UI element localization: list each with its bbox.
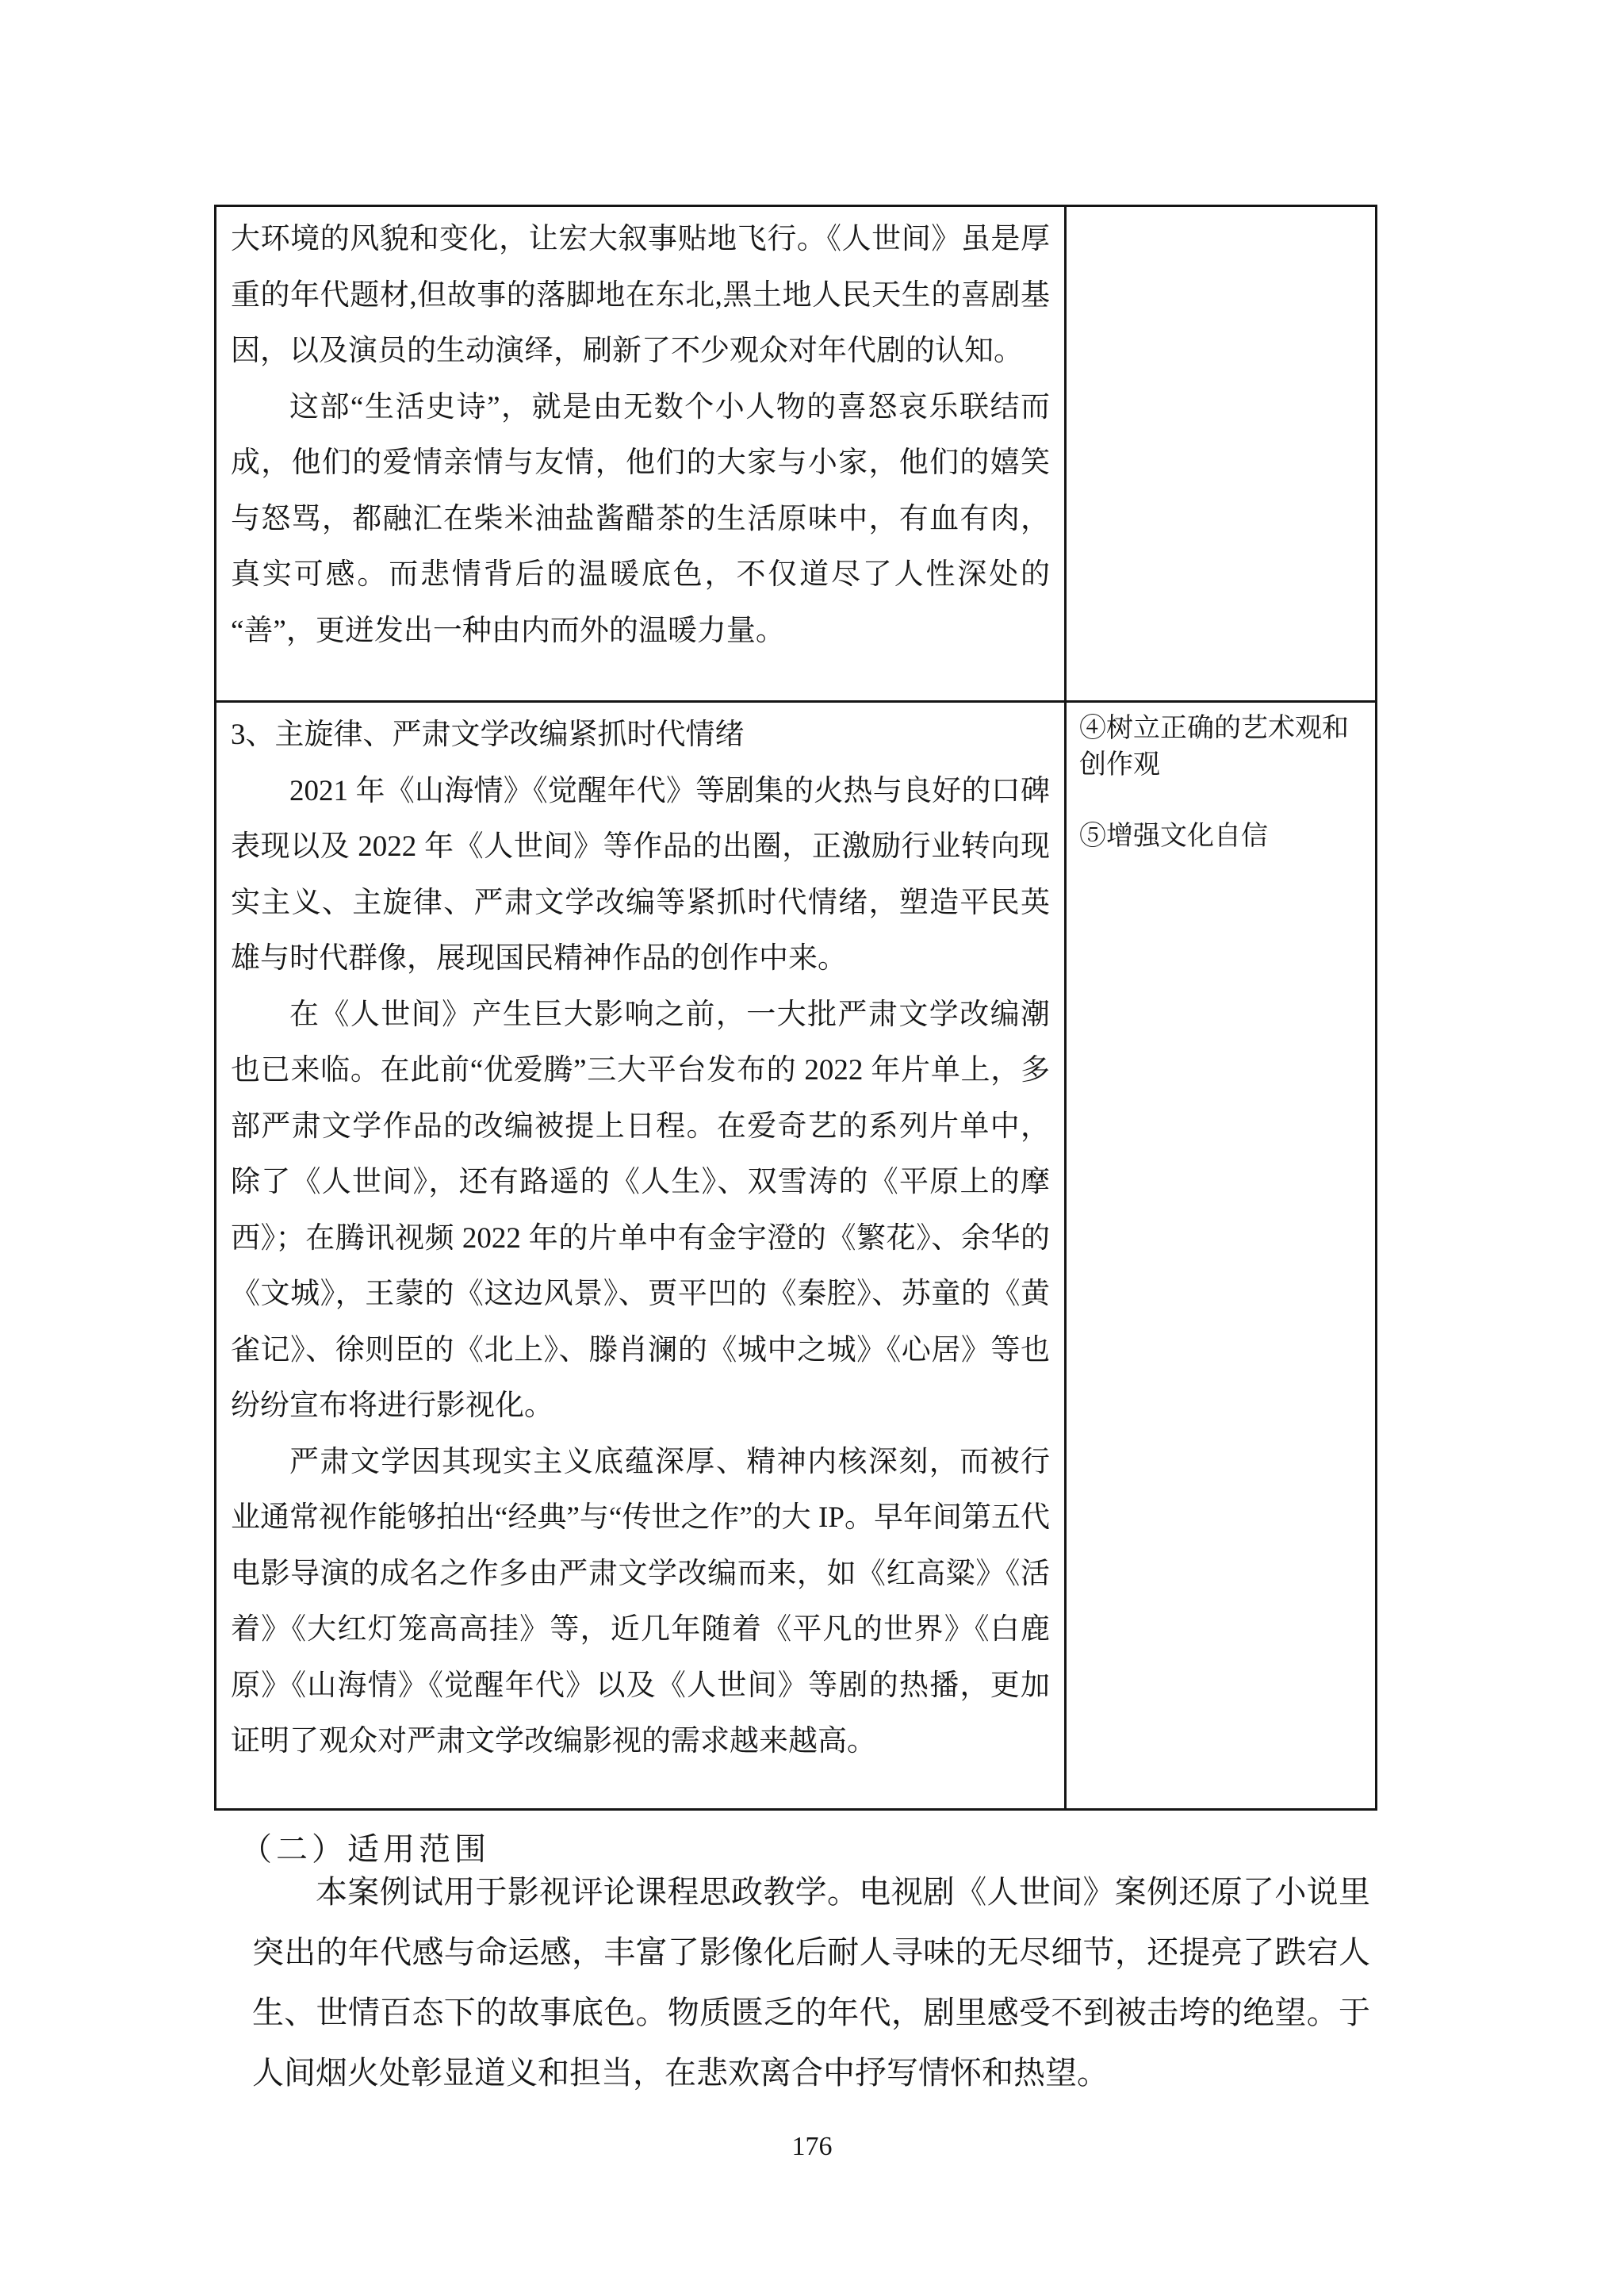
table-cell-row1-right-empty xyxy=(1067,207,1375,703)
section-paragraph: 本案例试用于影视评论课程思政教学。电视剧《人世间》案例还原了小说里突出的年代感与命运感，丰富了影像化后耐人寻味的无尽细节，还提亮了跌宕人生、世情百态下的故事底色。物质匮乏的年代，剧里感受不到被击垮的绝望。于人间烟火处彰显道义和担当，在悲欢离合中抒写情怀和热望。 xyxy=(252,1874,1370,2091)
page-number: 176 xyxy=(791,2132,833,2161)
table-cell-row2-left xyxy=(216,703,1067,1808)
content-table xyxy=(214,205,1377,1811)
table-paragraph: 3、主旋律、严肃文学改编紧抓时代情绪 xyxy=(231,719,745,751)
annotation-item: ⑤增强文化自信 xyxy=(1079,822,1268,851)
annotation-item: ④树立正确的艺术观和创作观 xyxy=(1079,714,1349,780)
table-cell-row2-right xyxy=(1067,703,1375,1808)
table-paragraph: 大环境的风貌和变化，让宏大叙事贴地飞行。《人世间》虽是厚重的年代题材,但故事的落脚地在东北,黑土地人民天生的喜剧基因，以及演员的生动演绎，刷新了不少观众对年代剧的认知。 xyxy=(231,223,1050,367)
table-paragraph: 2021 年《山海情》《觉醒年代》等剧集的火热与良好的口碑表现以及 2022 年《人世间》等作品的出圈，正激励行业转向现实主义、主旋律、严肃文学改编等紧抓时代情绪，塑造平民英雄与时代群像，展现国民精神作品的创作中来。 xyxy=(231,774,1050,975)
table-paragraph: 在《人世间》产生巨大影响之前，一大批严肃文学改编潮也已来临。在此前“优爱腾”三大平台发布的 2022 年片单上，多部严肃文学作品的改编被提上日程。在爱奇艺的系列片单中，除了《人世间》，还有路遥的《人生》、双雪涛的《平原上的摩西》；在腾讯视频 2022 年的片单中有金宇澄的《繁花》、余华的《文城》，王蒙的《这边风景》、贾平凹的《秦腔》、苏童的《黄雀记》、徐则臣的《北上》、滕肖澜的《城中之城》《心居》等也纷纷宣布将进行影视化。 xyxy=(231,998,1050,1422)
table-paragraph: 这部“生活史诗”，就是由无数个小人物的喜怒哀乐联结而成，他们的爱情亲情与友情，他们的大家与小家，他们的嬉笑与怒骂，都融汇在柴米油盐酱醋茶的生活原味中，有血有肉，真实可感。而悲情背后的温暖底色，不仅道尽了人性深处的“善”，更迸发出一种由内而外的温暖力量。 xyxy=(231,390,1050,647)
section-heading: （二）适用范围 xyxy=(240,1831,490,1867)
table-paragraph: 严肃文学因其现实主义底蕴深厚、精神内核深刻，而被行业通常视作能够拍出“经典”与“传世之作”的大 IP。早年间第五代电影导演的成名之作多由严肃文学改编而来，如《红高粱》《活着》《大红灯笼高高挂》等，近几年随着《平凡的世界》《白鹿原》《山海情》《觉醒年代》以及《人世间》等剧的热播，更加证明了观众对严肃文学改编影视的需求越来越高。 xyxy=(231,1445,1050,1757)
table-cell-row1-left xyxy=(216,207,1067,703)
